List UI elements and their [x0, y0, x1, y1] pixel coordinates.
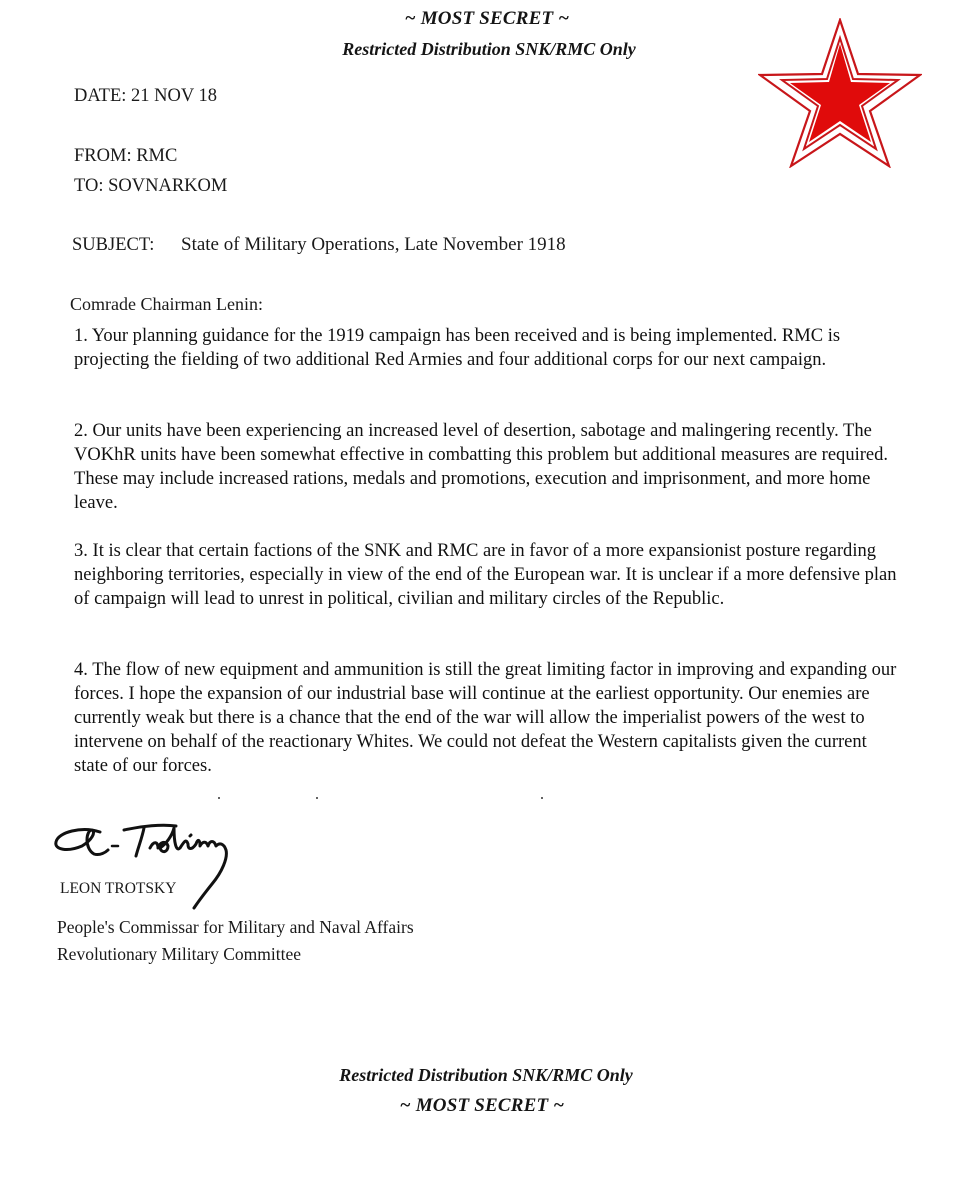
paragraph-1: 1. Your planning guidance for the 1919 campaign has been received and is being implemented. RMC is projecting the fielding of two additional Red Armies and four additional corps for our next campaign.	[74, 325, 841, 370]
paragraph-4: 4. The flow of new equipment and ammunition is still the great limiting factor in improving and expanding our forces. I hope the expansion of our industrial base will continue at the earliest opportunity. Our enemies are currently weak but there is a chance that the end of the war will allow the imperialist powers of the west to intervene on behalf of the reactionary Whites. We could not defeat the Western capitalists given the current state of our forces.	[74, 659, 897, 776]
signatory-organization: Revolutionary Military Committee	[57, 944, 301, 964]
distribution-banner-top: Restricted Distribution SNK/RMC Only	[342, 39, 636, 59]
signatory-title: People's Commissar for Military and Naval Affairs	[57, 917, 414, 937]
from-label: FROM:	[74, 146, 132, 166]
date-value: 21 NOV 18	[131, 86, 218, 106]
from-value: RMC	[136, 146, 178, 166]
paragraph-3: 3. It is clear that certain factions of the SNK and RMC are in favor of a more expansionist posture regarding neighboring territories, especially in view of the end of the European war. It is unclear if a more defensive plan of campaign will lead to unrest in political, civilian and military circles of the Republic.	[74, 540, 897, 609]
scan-speck	[541, 797, 543, 799]
classification-banner-top: ~ MOST SECRET ~	[404, 8, 570, 29]
scan-speck	[218, 797, 220, 799]
subject-line	[72, 234, 566, 256]
from-line	[74, 146, 177, 167]
date-label: DATE:	[74, 86, 127, 106]
to-line	[74, 176, 227, 197]
scan-speck	[316, 797, 318, 799]
to-value: SOVNARKOM	[108, 176, 228, 196]
classification-banner-bottom: ~ MOST SECRET ~	[399, 1095, 565, 1116]
to-label: TO:	[74, 176, 104, 196]
subject-value: State of Military Operations, Late November 1918	[181, 234, 566, 255]
red-star-icon	[758, 18, 922, 168]
distribution-banner-bottom: Restricted Distribution SNK/RMC Only	[339, 1065, 633, 1085]
date-line	[74, 86, 217, 107]
paragraph-2: 2. Our units have been experiencing an increased level of desertion, sabotage and malingering recently. The VOKhR units have been somewhat effective in combatting this problem but additional measures are required. These may include increased rations, medals and promotions, execution and imprisonment, and more home leave.	[74, 420, 889, 513]
signatory-name: LEON TROTSKY	[60, 880, 177, 897]
salutation: Comrade Chairman Lenin:	[70, 294, 263, 314]
subject-label: SUBJECT:	[72, 235, 155, 255]
